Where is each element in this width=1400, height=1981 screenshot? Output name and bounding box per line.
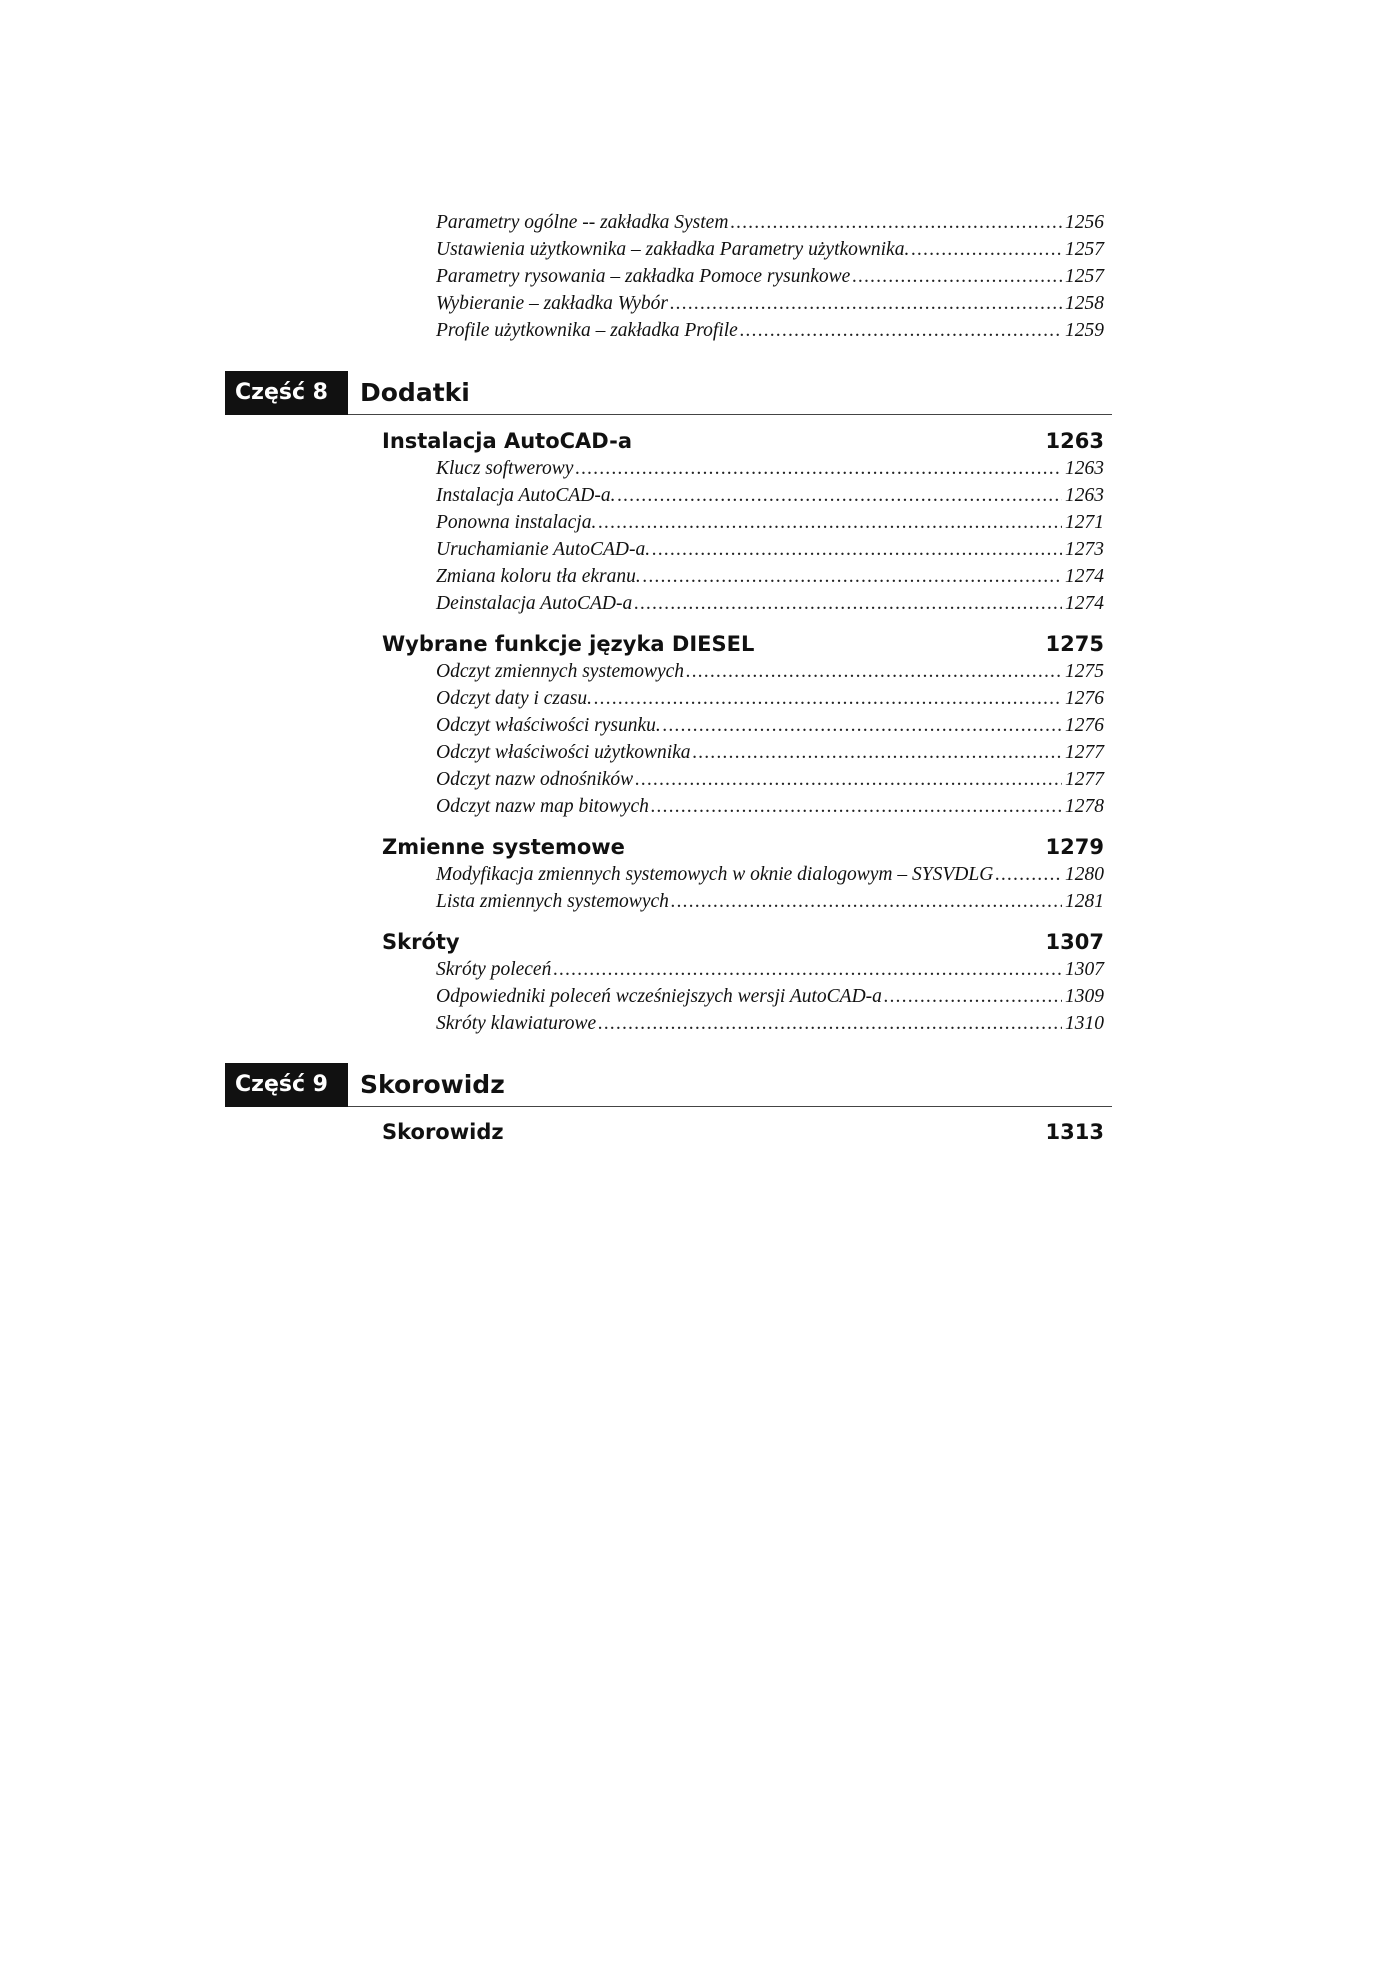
entry-title: Parametry ogólne -- zakładka System	[436, 212, 729, 233]
dot-leader	[911, 236, 1062, 263]
toc-entry	[436, 1010, 1104, 1037]
entry-page: 1273	[1065, 539, 1104, 560]
entry-title: Wybieranie – zakładka Wybór	[436, 293, 668, 314]
chapter-heading	[382, 628, 1104, 660]
toc-entry	[436, 209, 1104, 236]
dot-leader	[598, 1010, 1062, 1037]
dot-leader	[995, 861, 1062, 888]
dot-leader	[553, 956, 1062, 983]
entry-page: 1309	[1065, 986, 1104, 1007]
entry-page: 1277	[1065, 742, 1104, 763]
dot-leader	[598, 509, 1062, 536]
entry-page: 1276	[1065, 688, 1104, 709]
dot-leader	[594, 685, 1062, 712]
entry-page: 1275	[1065, 661, 1104, 682]
dot-leader	[643, 563, 1062, 590]
entry-page: 1307	[1065, 959, 1104, 980]
entry-title: Skróty klawiaturowe	[436, 1013, 597, 1034]
chapter-page: 1307	[1045, 930, 1104, 954]
entry-page: 1278	[1065, 796, 1104, 817]
entry-title: Ustawienia użytkownika – zakładka Parametry użytkownika.	[436, 239, 910, 260]
entry-page: 1281	[1065, 891, 1104, 912]
toc-entry	[436, 482, 1104, 509]
entry-page: 1276	[1065, 715, 1104, 736]
entry-title: Ponowna instalacja.	[436, 512, 597, 533]
entry-title: Odczyt daty i czasu.	[436, 688, 592, 709]
entry-page: 1271	[1065, 512, 1104, 533]
chapter-title: Zmienne systemowe	[382, 835, 625, 859]
entry-page: 1310	[1065, 1013, 1104, 1034]
chapter-title: Wybrane funkcje języka DIESEL	[382, 632, 755, 656]
entry-title: Parametry rysowania – zakładka Pomoce rysunkowe	[436, 266, 851, 287]
dot-leader	[671, 888, 1062, 915]
entry-title: Profile użytkownika – zakładka Profile	[436, 320, 738, 341]
entry-page: 1274	[1065, 566, 1104, 587]
chapter-heading	[382, 926, 1104, 958]
entry-page: 1259	[1065, 320, 1104, 341]
part-header	[225, 1063, 1112, 1107]
entry-title: Odczyt właściwości rysunku.	[436, 715, 661, 736]
dot-leader	[686, 658, 1062, 685]
chapter-title: Instalacja AutoCAD-a	[382, 429, 633, 453]
entry-title: Odczyt właściwości użytkownika	[436, 742, 691, 763]
dot-leader	[693, 739, 1062, 766]
toc-entry	[436, 861, 1104, 888]
chapter-page: 1279	[1045, 835, 1104, 859]
dot-leader	[884, 983, 1062, 1010]
toc-entry	[436, 956, 1104, 983]
toc-entry	[436, 317, 1104, 344]
part-header	[225, 371, 1112, 415]
entry-title: Modyfikacja zmiennych systemowych w oknie dialogowym – SYSVDLG	[436, 864, 994, 885]
dot-leader	[635, 766, 1062, 793]
entry-page: 1277	[1065, 769, 1104, 790]
dot-leader	[740, 317, 1062, 344]
part-title: Skorowidz	[360, 1070, 505, 1099]
chapter-page: 1263	[1045, 429, 1104, 453]
toc-entry	[436, 536, 1104, 563]
entry-page: 1274	[1065, 593, 1104, 614]
part-rule	[348, 1106, 1112, 1107]
chapter-title: Skróty	[382, 930, 460, 954]
toc-entry	[436, 290, 1104, 317]
entry-page: 1258	[1065, 293, 1104, 314]
toc-entry	[436, 793, 1104, 820]
entry-page: 1257	[1065, 266, 1104, 287]
entry-title: Instalacja AutoCAD-a.	[436, 485, 616, 506]
entry-title: Odczyt nazw odnośników	[436, 769, 634, 790]
toc-entry	[436, 455, 1104, 482]
entry-title: Odczyt zmiennych systemowych	[436, 661, 685, 682]
entry-title: Klucz softwerowy	[436, 458, 574, 479]
dot-leader	[852, 263, 1062, 290]
dot-leader	[730, 209, 1062, 236]
toc-entry	[436, 590, 1104, 617]
chapter-title: Skorowidz	[382, 1120, 504, 1144]
entry-title: Deinstalacja AutoCAD-a	[436, 593, 633, 614]
toc-entry	[436, 563, 1104, 590]
toc-entry	[436, 712, 1104, 739]
chapter-heading	[382, 831, 1104, 863]
entry-page: 1257	[1065, 239, 1104, 260]
part-rule	[348, 414, 1112, 415]
entry-title: Odpowiedniki poleceń wcześniejszych wersji AutoCAD-a	[436, 986, 882, 1007]
toc-entry	[436, 509, 1104, 536]
chapter-page: 1275	[1045, 632, 1104, 656]
toc-entry	[436, 658, 1104, 685]
entry-title: Skróty poleceń	[436, 959, 552, 980]
toc-entry	[436, 236, 1104, 263]
entry-title: Odczyt nazw map bitowych	[436, 796, 649, 817]
entry-page: 1280	[1065, 864, 1104, 885]
entry-page: 1263	[1065, 458, 1104, 479]
toc-entry	[436, 685, 1104, 712]
toc-entry	[436, 263, 1104, 290]
entry-page: 1256	[1065, 212, 1104, 233]
chapter-page: 1313	[1045, 1120, 1104, 1144]
entry-title: Zmiana koloru tła ekranu.	[436, 566, 641, 587]
part-label: Część 8	[225, 371, 348, 415]
dot-leader	[634, 590, 1062, 617]
chapter-heading	[382, 425, 1104, 457]
part-label: Część 9	[225, 1063, 348, 1107]
part-title: Dodatki	[360, 378, 470, 407]
dot-leader	[663, 712, 1062, 739]
toc-entry	[436, 739, 1104, 766]
dot-leader	[651, 793, 1062, 820]
entry-title: Uruchamianie AutoCAD-a.	[436, 539, 651, 560]
entry-title: Lista zmiennych systemowych	[436, 891, 669, 912]
dot-leader	[652, 536, 1062, 563]
chapter-heading	[382, 1116, 1104, 1148]
dot-leader	[670, 290, 1062, 317]
dot-leader	[617, 482, 1062, 509]
toc-entry	[436, 888, 1104, 915]
toc-entry	[436, 766, 1104, 793]
toc-entry	[436, 983, 1104, 1010]
entry-page: 1263	[1065, 485, 1104, 506]
dot-leader	[575, 455, 1062, 482]
